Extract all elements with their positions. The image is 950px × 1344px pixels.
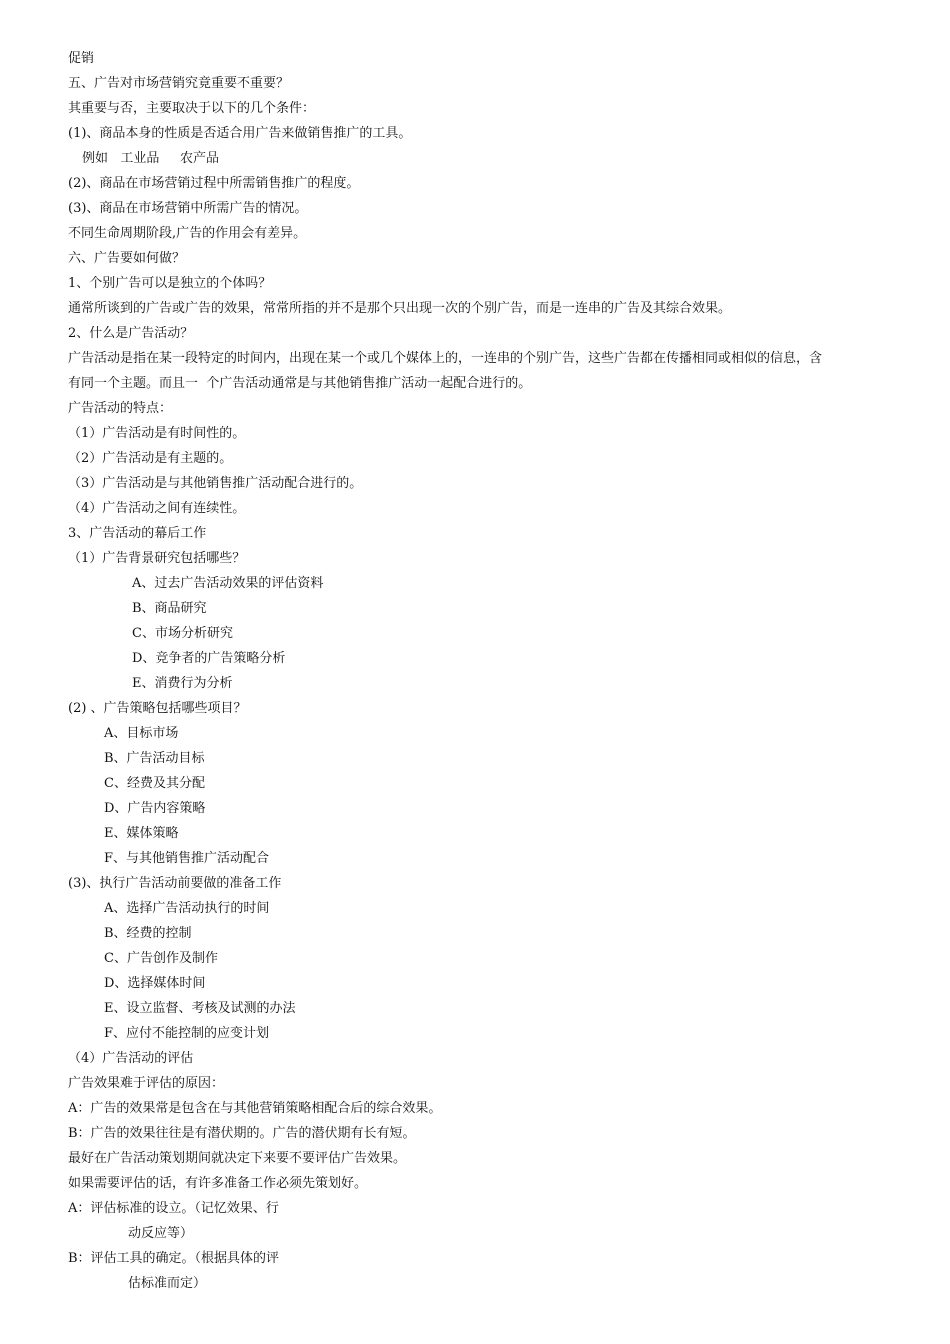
prep-b-line-1: B：评估工具的确定。（根据具体的评	[68, 1251, 280, 1266]
list-item: E、媒体策略	[104, 826, 179, 841]
paragraph: 不同生命周期阶段,广告的作用会有差异。	[68, 226, 307, 241]
heading-5: 五、广告对市场营销究竟重要不重要？	[68, 76, 290, 91]
condition-1: (1)、商品本身的性质是否适合用广告来做销售推广的工具。	[68, 126, 412, 141]
sub-heading-4: （4）广告活动的评估	[68, 1051, 194, 1066]
paragraph: 其重要与否，主要取决于以下的几个条件：	[68, 101, 316, 116]
prep-b-line-2: 估标准而定）	[128, 1276, 207, 1291]
prep-a-line-1: A：评估标准的设立。（记忆效果、行	[68, 1201, 279, 1216]
list-item: B、商品研究	[132, 601, 207, 616]
list-item: D、选择媒体时间	[104, 976, 206, 991]
list-item: C、经费及其分配	[104, 776, 205, 791]
feature-item: （4）广告活动之间有连续性。	[68, 501, 246, 516]
condition-2: (2)、商品在市场营销过程中所需销售推广的程度。	[68, 176, 360, 191]
reason-a: A：广告的效果常是包含在与其他营销策略相配合后的综合效果。	[68, 1101, 442, 1116]
list-item: C、广告创作及制作	[104, 951, 218, 966]
list-item: B、广告活动目标	[104, 751, 205, 766]
sub-heading-3: (3)、执行广告活动前要做的准备工作	[68, 876, 282, 891]
paragraph: 最好在广告活动策划期间就决定下来要不要评估广告效果。	[68, 1151, 407, 1166]
list-item: E、消费行为分析	[132, 676, 233, 691]
features-heading: 广告活动的特点：	[68, 401, 173, 416]
condition-3: (3)、商品在市场营销中所需广告的情况。	[68, 201, 308, 216]
list-item: A、目标市场	[104, 726, 179, 741]
list-item: F、应付不能控制的应变计划	[104, 1026, 270, 1041]
paragraph: 通常所谈到的广告或广告的效果，常常所指的并不是那个只出现一次的个别广告，而是一连串的广告及其综合效果。	[68, 301, 732, 316]
list-item: D、广告内容策略	[104, 801, 206, 816]
feature-item: （1）广告活动是有时间性的。	[68, 426, 246, 441]
list-item: C、市场分析研究	[132, 626, 233, 641]
heading-6: 六、广告要如何做？	[68, 251, 186, 266]
paragraph: 如果需要评估的话，有许多准备工作必须先策划好。	[68, 1176, 368, 1191]
document-page	[68, 46, 908, 1296]
feature-item: （2）广告活动是有主题的。	[68, 451, 233, 466]
example-line: 例如 工业品 农产品	[82, 151, 220, 166]
feature-item: （3）广告活动是与其他销售推广活动配合进行的。	[68, 476, 363, 491]
list-item: B、经费的控制	[104, 926, 192, 941]
paragraph-line-2: 有同一个主题。而且一 个广告活动通常是与其他销售推广活动一起配合进行的。	[68, 376, 532, 391]
question-3: 3、广告活动的幕后工作	[68, 526, 207, 541]
paragraph-line-1: 广告活动是指在某一段特定的时间内，出现在某一个或几个媒体上的，一连串的个别广告，这些广告都在传播相同或相似的信息，含	[68, 351, 823, 366]
list-item: A、选择广告活动执行的时间	[104, 901, 270, 916]
paragraph: 广告效果难于评估的原因：	[68, 1076, 225, 1091]
question-1: 1、个别广告可以是独立的个体吗？	[68, 276, 272, 291]
list-item: D、竞争者的广告策略分析	[132, 651, 286, 666]
question-2: 2、什么是广告活动？	[68, 326, 194, 341]
sub-heading-1: （1）广告背景研究包括哪些？	[68, 551, 246, 566]
list-item: E、设立监督、考核及试测的办法	[104, 1001, 296, 1016]
prep-a-line-2: 动反应等）	[128, 1226, 194, 1241]
section-label: 促销	[68, 51, 95, 66]
list-item: F、与其他销售推广活动配合	[104, 851, 270, 866]
list-item: A、过去广告活动效果的评估资料	[132, 576, 324, 591]
sub-heading-2: (2) 、广告策略包括哪些项目？	[68, 701, 247, 716]
reason-b: B：广告的效果往往是有潜伏期的。广告的潜伏期有长有短。	[68, 1126, 416, 1141]
